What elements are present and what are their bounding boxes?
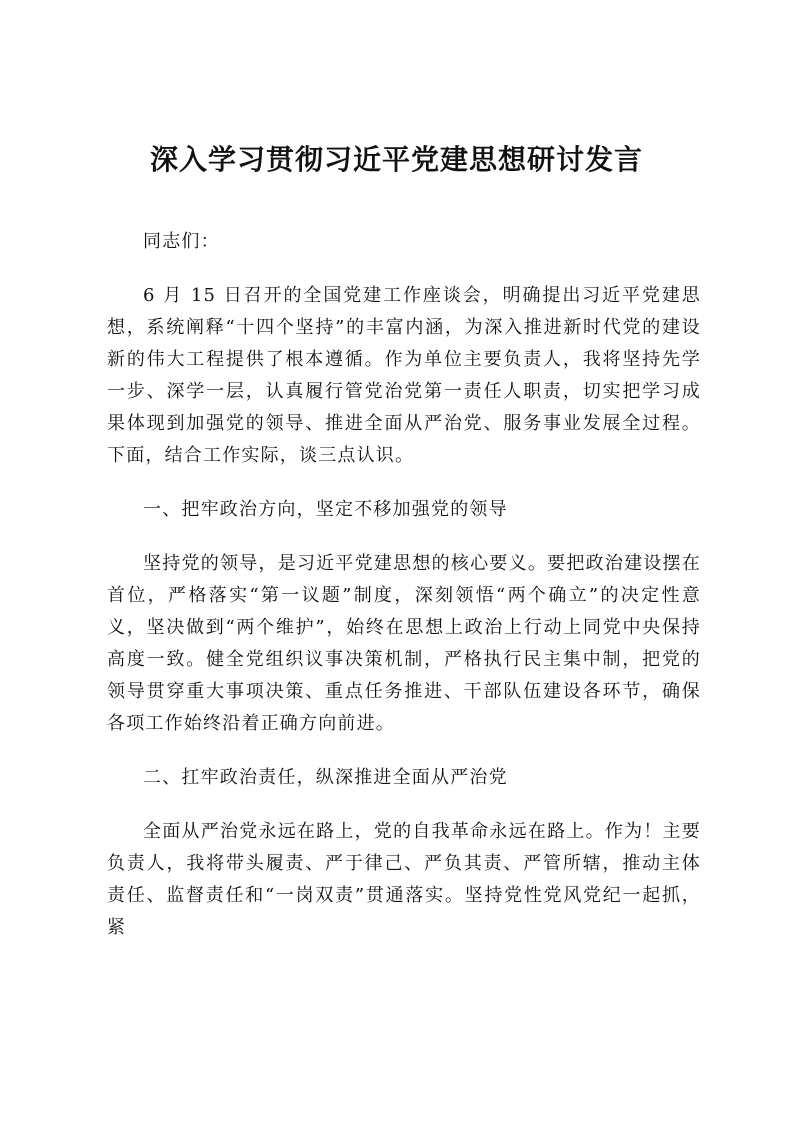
paragraph-intro: 6 月 15 日召开的全国党建工作座谈会，明确提出习近平党建思想，系统阐释“十四个坚持”的丰富内涵，为深入推进新时代党的建设新的伟大工程提供了根本遵循。作为单位主要负责人，我将坚持先学一步、深学一层，认真履行管党治党第一责任人职责，切实把学习成果体现到加强党的领导、推进全面从严治党、服务事业发展全过程。下面，结合工作实际，谈三点认识。 bbox=[107, 285, 701, 466]
paragraph-section-1: 坚持党的领导，是习近平党建思想的核心要义。要把政治建设摆在首位，严格落实“第一议题”制度，深刻领悟“两个确立”的决定性意义，坚决做到“两个维护”，始终在思想上政治上行动上同党中央保持高度一致。健全党组织议事决策机制，严格执行民主集中制，把党的领导贯穿重大事项决策、重点任务推进、干部队伍建设各环节，确保各项工作始终沿着正确方向前进。 bbox=[107, 553, 701, 734]
salutation: 同志们： bbox=[143, 231, 220, 252]
section-heading-2: 二、扛牢政治责任，纵深推进全面从严治党 bbox=[143, 767, 508, 788]
document-body bbox=[107, 226, 701, 966]
section-heading-1: 一、把牢政治方向，坚定不移加强党的领导 bbox=[143, 499, 508, 520]
paragraph-section-2: 全面从严治党永远在路上，党的自我革命永远在路上。作为！主要负责人，我将带头履责、严于律己、严负其责、严管所辖，推动主体责任、监督责任和“一岗双责”贯通落实。坚持党性党风党纪一起抓，紧 bbox=[107, 821, 701, 938]
document-title: 深入学习贯彻习近平党建思想研讨发言 bbox=[149, 143, 643, 176]
